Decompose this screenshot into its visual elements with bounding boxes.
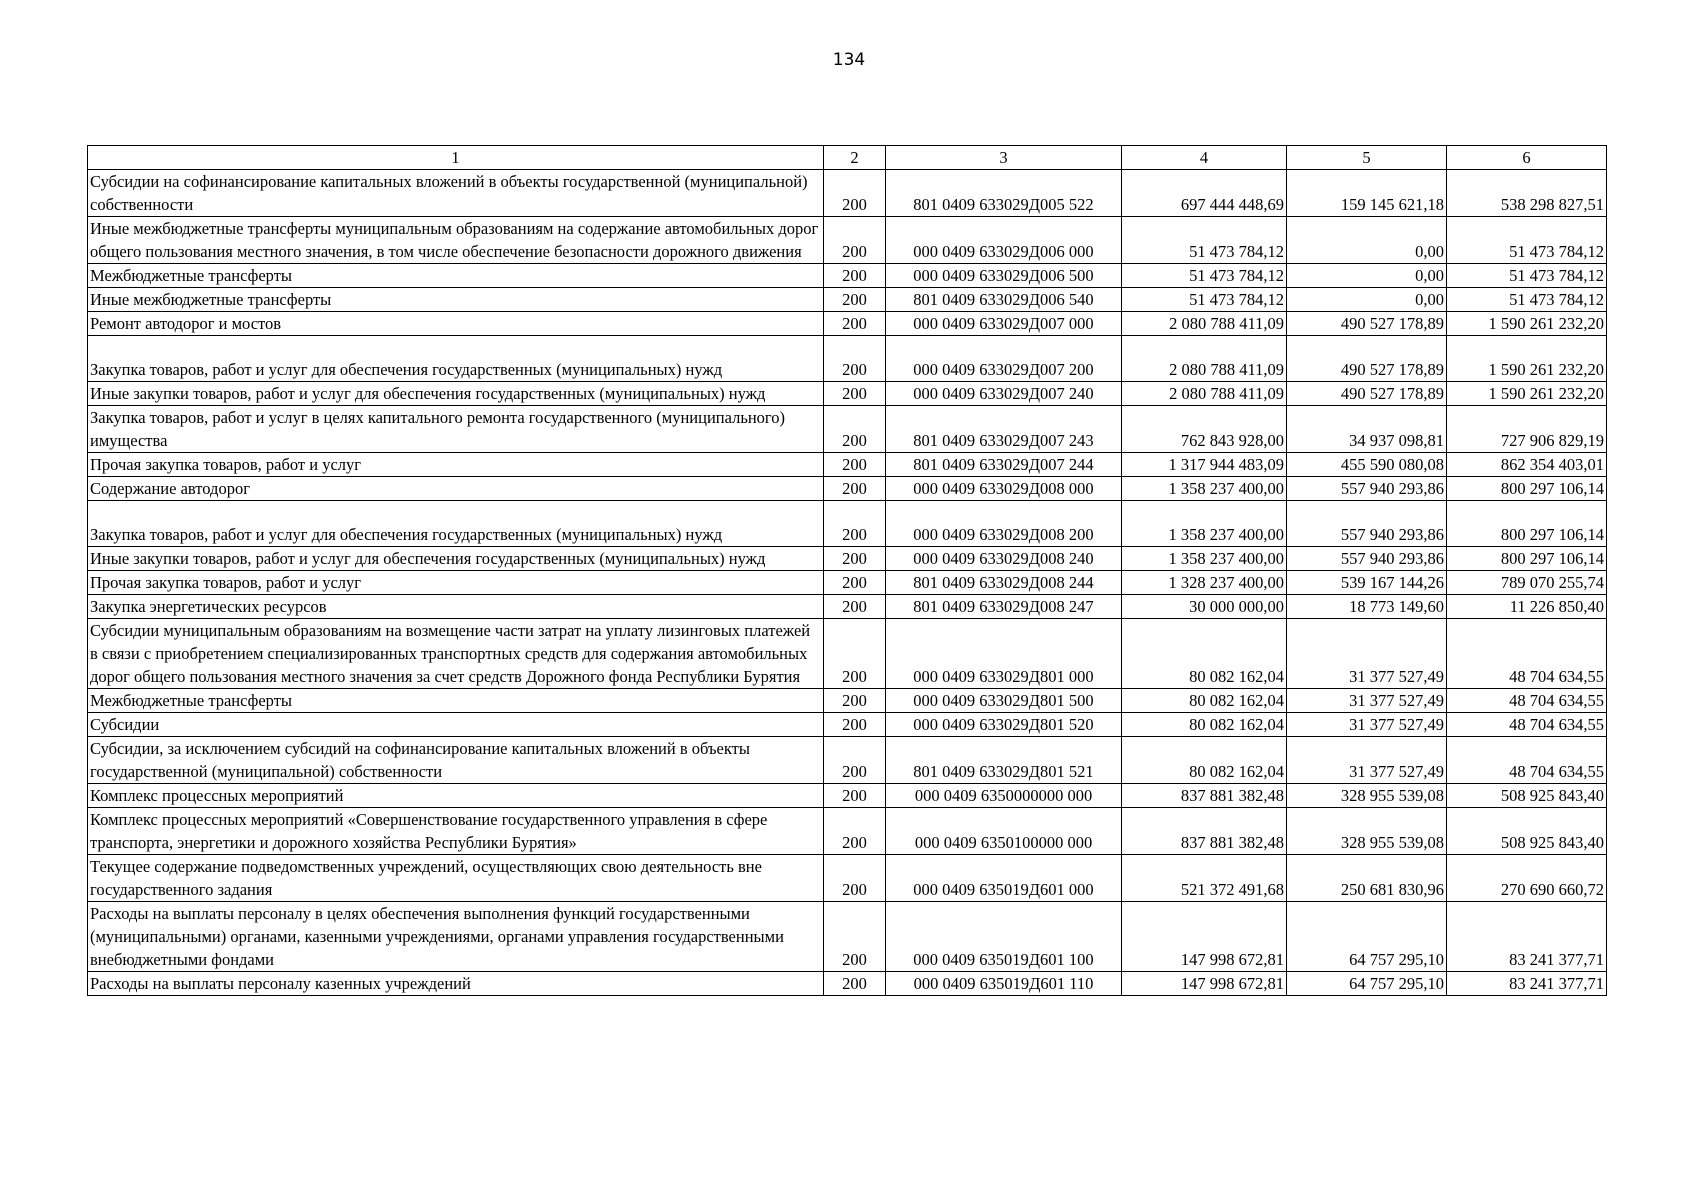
row-line-code: 200 <box>824 571 886 595</box>
row-executed-amount: 557 940 293,86 <box>1287 477 1447 501</box>
row-executed-amount: 455 590 080,08 <box>1287 453 1447 477</box>
row-budget-code: 801 0409 633029Д008 247 <box>886 595 1122 619</box>
column-number-row <box>88 146 1607 170</box>
row-executed-amount: 0,00 <box>1287 288 1447 312</box>
row-line-code: 200 <box>824 406 886 453</box>
row-budget-code: 000 0409 633029Д007 240 <box>886 382 1122 406</box>
table-row <box>88 264 1607 288</box>
row-executed-amount: 250 681 830,96 <box>1287 855 1447 902</box>
row-unexecuted-amount: 727 906 829,19 <box>1447 406 1607 453</box>
row-description: Комплекс процессных мероприятий «Совершенствование государственного управления в сфере транспорта, энергетики и дорожного хозяйства Республики Бурятия» <box>88 808 824 855</box>
row-executed-amount: 31 377 527,49 <box>1287 689 1447 713</box>
row-line-code: 200 <box>824 453 886 477</box>
row-approved-amount: 147 998 672,81 <box>1122 902 1287 972</box>
column-number: 3 <box>886 146 1122 170</box>
column-number: 2 <box>824 146 886 170</box>
row-budget-code: 801 0409 633029Д005 522 <box>886 170 1122 217</box>
row-line-code: 200 <box>824 217 886 264</box>
table-row <box>88 713 1607 737</box>
row-unexecuted-amount: 508 925 843,40 <box>1447 784 1607 808</box>
row-budget-code: 000 0409 635019Д601 000 <box>886 855 1122 902</box>
table-row <box>88 808 1607 855</box>
row-unexecuted-amount: 48 704 634,55 <box>1447 713 1607 737</box>
row-line-code: 200 <box>824 288 886 312</box>
row-budget-code: 000 0409 633029Д008 200 <box>886 501 1122 547</box>
column-number: 5 <box>1287 146 1447 170</box>
row-executed-amount: 0,00 <box>1287 217 1447 264</box>
table-row <box>88 312 1607 336</box>
table-row <box>88 595 1607 619</box>
row-unexecuted-amount: 800 297 106,14 <box>1447 501 1607 547</box>
row-line-code: 200 <box>824 312 886 336</box>
table-row <box>88 288 1607 312</box>
row-unexecuted-amount: 48 704 634,55 <box>1447 619 1607 689</box>
row-description: Ремонт автодорог и мостов <box>88 312 824 336</box>
row-approved-amount: 30 000 000,00 <box>1122 595 1287 619</box>
row-executed-amount: 31 377 527,49 <box>1287 737 1447 784</box>
row-unexecuted-amount: 11 226 850,40 <box>1447 595 1607 619</box>
row-unexecuted-amount: 789 070 255,74 <box>1447 571 1607 595</box>
row-executed-amount: 31 377 527,49 <box>1287 713 1447 737</box>
table-row <box>88 855 1607 902</box>
row-budget-code: 801 0409 633029Д007 244 <box>886 453 1122 477</box>
row-unexecuted-amount: 1 590 261 232,20 <box>1447 382 1607 406</box>
row-description: Межбюджетные трансферты <box>88 689 824 713</box>
table-row <box>88 972 1607 996</box>
row-description: Закупка товаров, работ и услуг в целях капитального ремонта государственного (муниципального) имущества <box>88 406 824 453</box>
row-budget-code: 000 0409 633029Д007 000 <box>886 312 1122 336</box>
row-approved-amount: 51 473 784,12 <box>1122 288 1287 312</box>
row-description: Комплекс процессных мероприятий <box>88 784 824 808</box>
row-line-code: 200 <box>824 264 886 288</box>
table-row <box>88 547 1607 571</box>
row-description: Закупка энергетических ресурсов <box>88 595 824 619</box>
row-approved-amount: 762 843 928,00 <box>1122 406 1287 453</box>
row-description: Закупка товаров, работ и услуг для обеспечения государственных (муниципальных) нужд <box>88 336 824 382</box>
row-budget-code: 000 0409 635019Д601 100 <box>886 902 1122 972</box>
column-number: 4 <box>1122 146 1287 170</box>
row-approved-amount: 80 082 162,04 <box>1122 689 1287 713</box>
table-row <box>88 737 1607 784</box>
row-description: Субсидии муниципальным образованиям на возмещение части затрат на уплату лизинговых платежей в связи с приобретением специализированных транспортных средств для содержания автомобильных дорог общего пользования местного значения за счет средств Дорожного фонда Республики Бурятия <box>88 619 824 689</box>
row-executed-amount: 328 955 539,08 <box>1287 808 1447 855</box>
row-unexecuted-amount: 48 704 634,55 <box>1447 689 1607 713</box>
row-budget-code: 000 0409 6350000000 000 <box>886 784 1122 808</box>
row-line-code: 200 <box>824 808 886 855</box>
column-number: 1 <box>88 146 824 170</box>
row-unexecuted-amount: 270 690 660,72 <box>1447 855 1607 902</box>
row-unexecuted-amount: 1 590 261 232,20 <box>1447 336 1607 382</box>
table-row <box>88 902 1607 972</box>
row-line-code: 200 <box>824 855 886 902</box>
table-row <box>88 784 1607 808</box>
row-budget-code: 000 0409 635019Д601 110 <box>886 972 1122 996</box>
row-budget-code: 801 0409 633029Д007 243 <box>886 406 1122 453</box>
row-budget-code: 000 0409 633029Д008 240 <box>886 547 1122 571</box>
row-line-code: 200 <box>824 902 886 972</box>
row-approved-amount: 51 473 784,12 <box>1122 217 1287 264</box>
row-executed-amount: 490 527 178,89 <box>1287 312 1447 336</box>
column-number: 6 <box>1447 146 1607 170</box>
row-unexecuted-amount: 51 473 784,12 <box>1447 288 1607 312</box>
row-unexecuted-amount: 800 297 106,14 <box>1447 547 1607 571</box>
row-description: Прочая закупка товаров, работ и услуг <box>88 571 824 595</box>
row-executed-amount: 18 773 149,60 <box>1287 595 1447 619</box>
row-line-code: 200 <box>824 477 886 501</box>
row-executed-amount: 328 955 539,08 <box>1287 784 1447 808</box>
row-executed-amount: 557 940 293,86 <box>1287 547 1447 571</box>
table-row <box>88 689 1607 713</box>
row-description: Закупка товаров, работ и услуг для обеспечения государственных (муниципальных) нужд <box>88 501 824 547</box>
row-budget-code: 000 0409 633029Д801 500 <box>886 689 1122 713</box>
row-description: Межбюджетные трансферты <box>88 264 824 288</box>
table-row <box>88 453 1607 477</box>
row-approved-amount: 80 082 162,04 <box>1122 619 1287 689</box>
row-executed-amount: 490 527 178,89 <box>1287 382 1447 406</box>
table-row <box>88 336 1607 382</box>
row-executed-amount: 64 757 295,10 <box>1287 972 1447 996</box>
row-line-code: 200 <box>824 689 886 713</box>
row-approved-amount: 147 998 672,81 <box>1122 972 1287 996</box>
row-executed-amount: 159 145 621,18 <box>1287 170 1447 217</box>
table-row <box>88 170 1607 217</box>
row-description: Содержание автодорог <box>88 477 824 501</box>
row-approved-amount: 1 358 237 400,00 <box>1122 501 1287 547</box>
row-description: Субсидии, за исключением субсидий на софинансирование капитальных вложений в объекты государственной (муниципальной) собственности <box>88 737 824 784</box>
row-approved-amount: 2 080 788 411,09 <box>1122 382 1287 406</box>
row-approved-amount: 1 328 237 400,00 <box>1122 571 1287 595</box>
row-description: Иные закупки товаров, работ и услуг для обеспечения государственных (муниципальных) нужд <box>88 547 824 571</box>
row-executed-amount: 31 377 527,49 <box>1287 619 1447 689</box>
row-budget-code: 000 0409 633029Д801 000 <box>886 619 1122 689</box>
row-budget-code: 000 0409 633029Д007 200 <box>886 336 1122 382</box>
row-unexecuted-amount: 538 298 827,51 <box>1447 170 1607 217</box>
table-row <box>88 382 1607 406</box>
table-row <box>88 501 1607 547</box>
row-line-code: 200 <box>824 501 886 547</box>
row-line-code: 200 <box>824 382 886 406</box>
row-budget-code: 801 0409 633029Д008 244 <box>886 571 1122 595</box>
row-unexecuted-amount: 48 704 634,55 <box>1447 737 1607 784</box>
row-line-code: 200 <box>824 336 886 382</box>
row-budget-code: 801 0409 633029Д006 540 <box>886 288 1122 312</box>
row-approved-amount: 2 080 788 411,09 <box>1122 312 1287 336</box>
row-description: Иные межбюджетные трансферты <box>88 288 824 312</box>
row-description: Иные межбюджетные трансферты муниципальным образованиям на содержание автомобильных дорог общего пользования местного значения, в том числе обеспечение безопасности дорожного движения <box>88 217 824 264</box>
row-line-code: 200 <box>824 713 886 737</box>
row-line-code: 200 <box>824 595 886 619</box>
row-unexecuted-amount: 51 473 784,12 <box>1447 264 1607 288</box>
row-line-code: 200 <box>824 972 886 996</box>
row-budget-code: 000 0409 633029Д006 500 <box>886 264 1122 288</box>
row-executed-amount: 539 167 144,26 <box>1287 571 1447 595</box>
row-description: Иные закупки товаров, работ и услуг для обеспечения государственных (муниципальных) нужд <box>88 382 824 406</box>
row-line-code: 200 <box>824 784 886 808</box>
row-executed-amount: 34 937 098,81 <box>1287 406 1447 453</box>
row-description: Расходы на выплаты персоналу в целях обеспечения выполнения функций государственными (муниципальными) органами, казенными учреждениями, органами управления государственными внебюджетными фондами <box>88 902 824 972</box>
row-approved-amount: 697 444 448,69 <box>1122 170 1287 217</box>
row-unexecuted-amount: 800 297 106,14 <box>1447 477 1607 501</box>
row-approved-amount: 51 473 784,12 <box>1122 264 1287 288</box>
row-unexecuted-amount: 83 241 377,71 <box>1447 972 1607 996</box>
row-unexecuted-amount: 1 590 261 232,20 <box>1447 312 1607 336</box>
row-description: Субсидии на софинансирование капитальных вложений в объекты государственной (муниципальной) собственности <box>88 170 824 217</box>
row-description: Текущее содержание подведомственных учреждений, осуществляющих свою деятельность вне государственного задания <box>88 855 824 902</box>
row-executed-amount: 0,00 <box>1287 264 1447 288</box>
row-line-code: 200 <box>824 737 886 784</box>
table-row <box>88 571 1607 595</box>
row-budget-code: 801 0409 633029Д801 521 <box>886 737 1122 784</box>
row-description: Субсидии <box>88 713 824 737</box>
row-budget-code: 000 0409 633029Д006 000 <box>886 217 1122 264</box>
row-approved-amount: 80 082 162,04 <box>1122 737 1287 784</box>
table-row <box>88 406 1607 453</box>
row-budget-code: 000 0409 633029Д801 520 <box>886 713 1122 737</box>
row-line-code: 200 <box>824 170 886 217</box>
table-row <box>88 619 1607 689</box>
row-budget-code: 000 0409 6350100000 000 <box>886 808 1122 855</box>
row-approved-amount: 521 372 491,68 <box>1122 855 1287 902</box>
row-approved-amount: 837 881 382,48 <box>1122 784 1287 808</box>
row-budget-code: 000 0409 633029Д008 000 <box>886 477 1122 501</box>
row-approved-amount: 1 358 237 400,00 <box>1122 477 1287 501</box>
row-approved-amount: 837 881 382,48 <box>1122 808 1287 855</box>
row-executed-amount: 490 527 178,89 <box>1287 336 1447 382</box>
row-description: Расходы на выплаты персоналу казенных учреждений <box>88 972 824 996</box>
page-number: 134 <box>832 50 866 70</box>
row-unexecuted-amount: 508 925 843,40 <box>1447 808 1607 855</box>
table-row <box>88 217 1607 264</box>
budget-table <box>87 145 1607 996</box>
table-row <box>88 477 1607 501</box>
row-approved-amount: 2 080 788 411,09 <box>1122 336 1287 382</box>
row-line-code: 200 <box>824 547 886 571</box>
row-executed-amount: 557 940 293,86 <box>1287 501 1447 547</box>
row-executed-amount: 64 757 295,10 <box>1287 902 1447 972</box>
row-line-code: 200 <box>824 619 886 689</box>
row-approved-amount: 1 358 237 400,00 <box>1122 547 1287 571</box>
row-description: Прочая закупка товаров, работ и услуг <box>88 453 824 477</box>
row-unexecuted-amount: 862 354 403,01 <box>1447 453 1607 477</box>
row-approved-amount: 1 317 944 483,09 <box>1122 453 1287 477</box>
row-unexecuted-amount: 51 473 784,12 <box>1447 217 1607 264</box>
row-unexecuted-amount: 83 241 377,71 <box>1447 902 1607 972</box>
row-approved-amount: 80 082 162,04 <box>1122 713 1287 737</box>
